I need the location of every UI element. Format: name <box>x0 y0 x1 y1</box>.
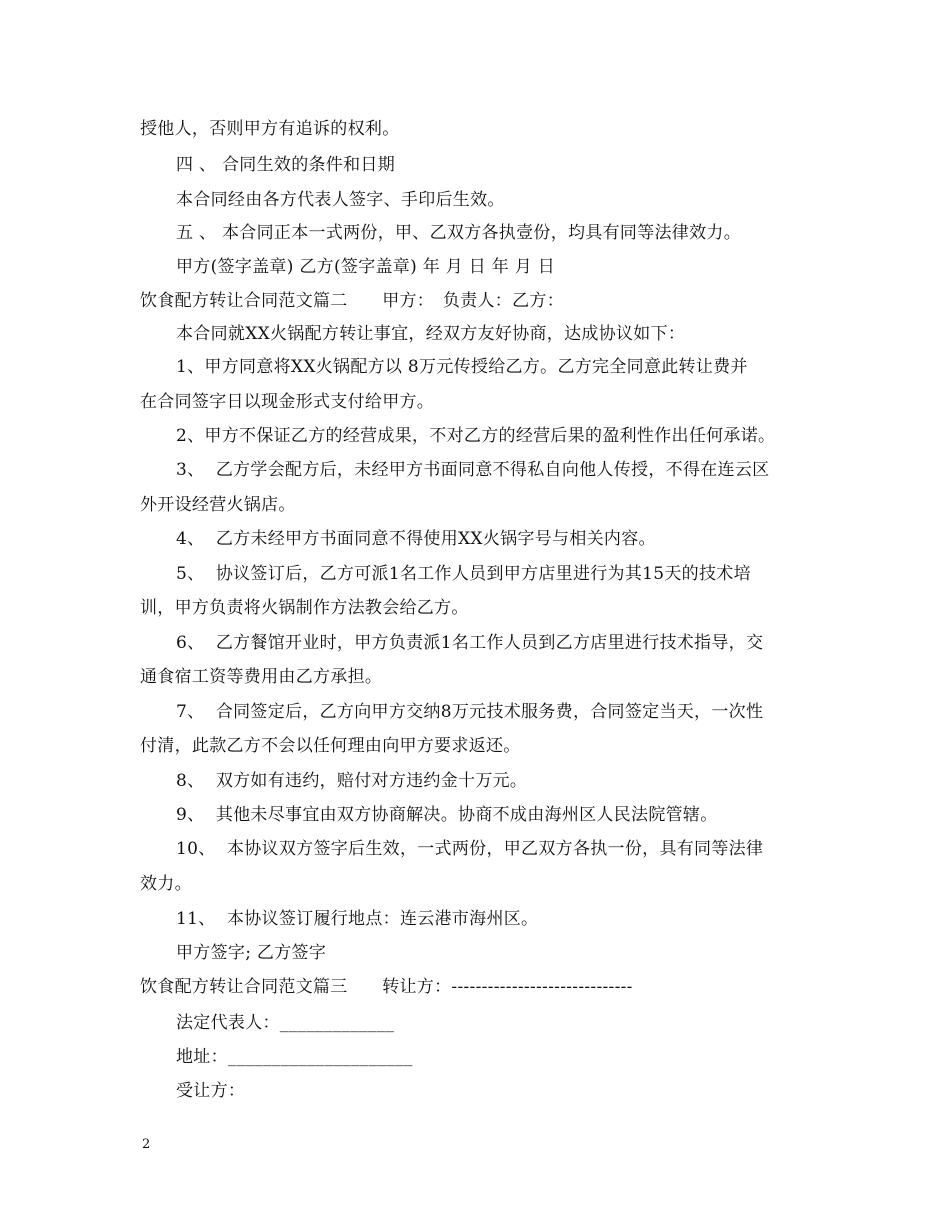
section-heading: 四 、 合同生效的条件和日期 <box>176 155 396 175</box>
page-number: 2 <box>142 1137 151 1152</box>
form-field-line: 法定代表人：_____________ <box>176 1013 395 1033</box>
text-line: 本合同就XX火锅配方转让事宜，经双方友好协商，达成协议如下： <box>176 324 686 344</box>
text-line: 在合同签字日以现金形式支付给甲方。 <box>140 392 435 412</box>
clause-line: 4、 乙方未经甲方书面同意不得使用XX火锅字号与相关内容。 <box>176 529 656 549</box>
section-title: 饮食配方转让合同范文篇二 甲方： 负责人：乙方： <box>140 291 564 311</box>
text-line: 外开设经营火锅店。 <box>140 495 296 515</box>
clause-line: 10、 本协议双方签字后生效，一式两份，甲乙双方各执一份，具有同等法律 <box>176 839 764 859</box>
text-line: 效力。 <box>140 874 192 894</box>
signature-line: 甲方签字; 乙方签字 <box>176 943 327 963</box>
text-line: 通食宿工资等费用由乙方承担。 <box>140 667 383 687</box>
clause-line: 8、 双方如有违约，赔付对方违约金十万元。 <box>176 771 528 791</box>
form-field-line: 地址：_____________________ <box>176 1047 413 1067</box>
clause-line: 9、 其他未尽事宜由双方协商解决。协商不成由海州区人民法院管辖。 <box>176 805 718 825</box>
clause-line: 3、 乙方学会配方后，未经甲方书面同意不得私自向他人传授，不得在连云区 <box>176 460 770 480</box>
clause-line: 7、 合同签定后，乙方向甲方交纳8万元技术服务费，合同签定当天，一次性 <box>176 702 764 722</box>
clause-line: 5、 协议签订后，乙方可派1名工作人员到甲方店里进行为其15天的技术培 <box>176 564 751 584</box>
text-line: 训，甲方负责将火锅制作方法教会给乙方。 <box>140 598 469 618</box>
clause-line: 6、 乙方餐馆开业时，甲方负责派1名工作人员到乙方店里进行技术指导，交 <box>176 633 764 653</box>
text-line: 付清，此款乙方不会以任何理由向甲方要求返还。 <box>140 736 521 756</box>
clause-line: 2、甲方不保证乙方的经营成果，不对乙方的经营后果的盈利性作出任何承诺。 <box>176 426 776 446</box>
clause-line: 1、甲方同意将XX火锅配方以 8万元传授给乙方。乙方完全同意此转让费并 <box>176 357 748 377</box>
section-title: 饮食配方转让合同范文篇三 转让方：------------------------------ <box>140 977 633 997</box>
clause-line: 11、 本协议签订履行地点：连云港市海州区。 <box>176 909 539 929</box>
text-line: 五 、 本合同正本一式两份，甲、乙双方各执壹份，均具有同等法律效力。 <box>176 223 742 243</box>
form-field-line: 受让方： <box>176 1081 246 1101</box>
signature-line: 甲方(签字盖章) 乙方(签字盖章) 年 月 日 年 月 日 <box>176 257 556 277</box>
text-line: 授他人，否则甲方有追诉的权利。 <box>140 119 400 139</box>
text-line: 本合同经由各方代表人签字、手印后生效。 <box>176 190 505 210</box>
